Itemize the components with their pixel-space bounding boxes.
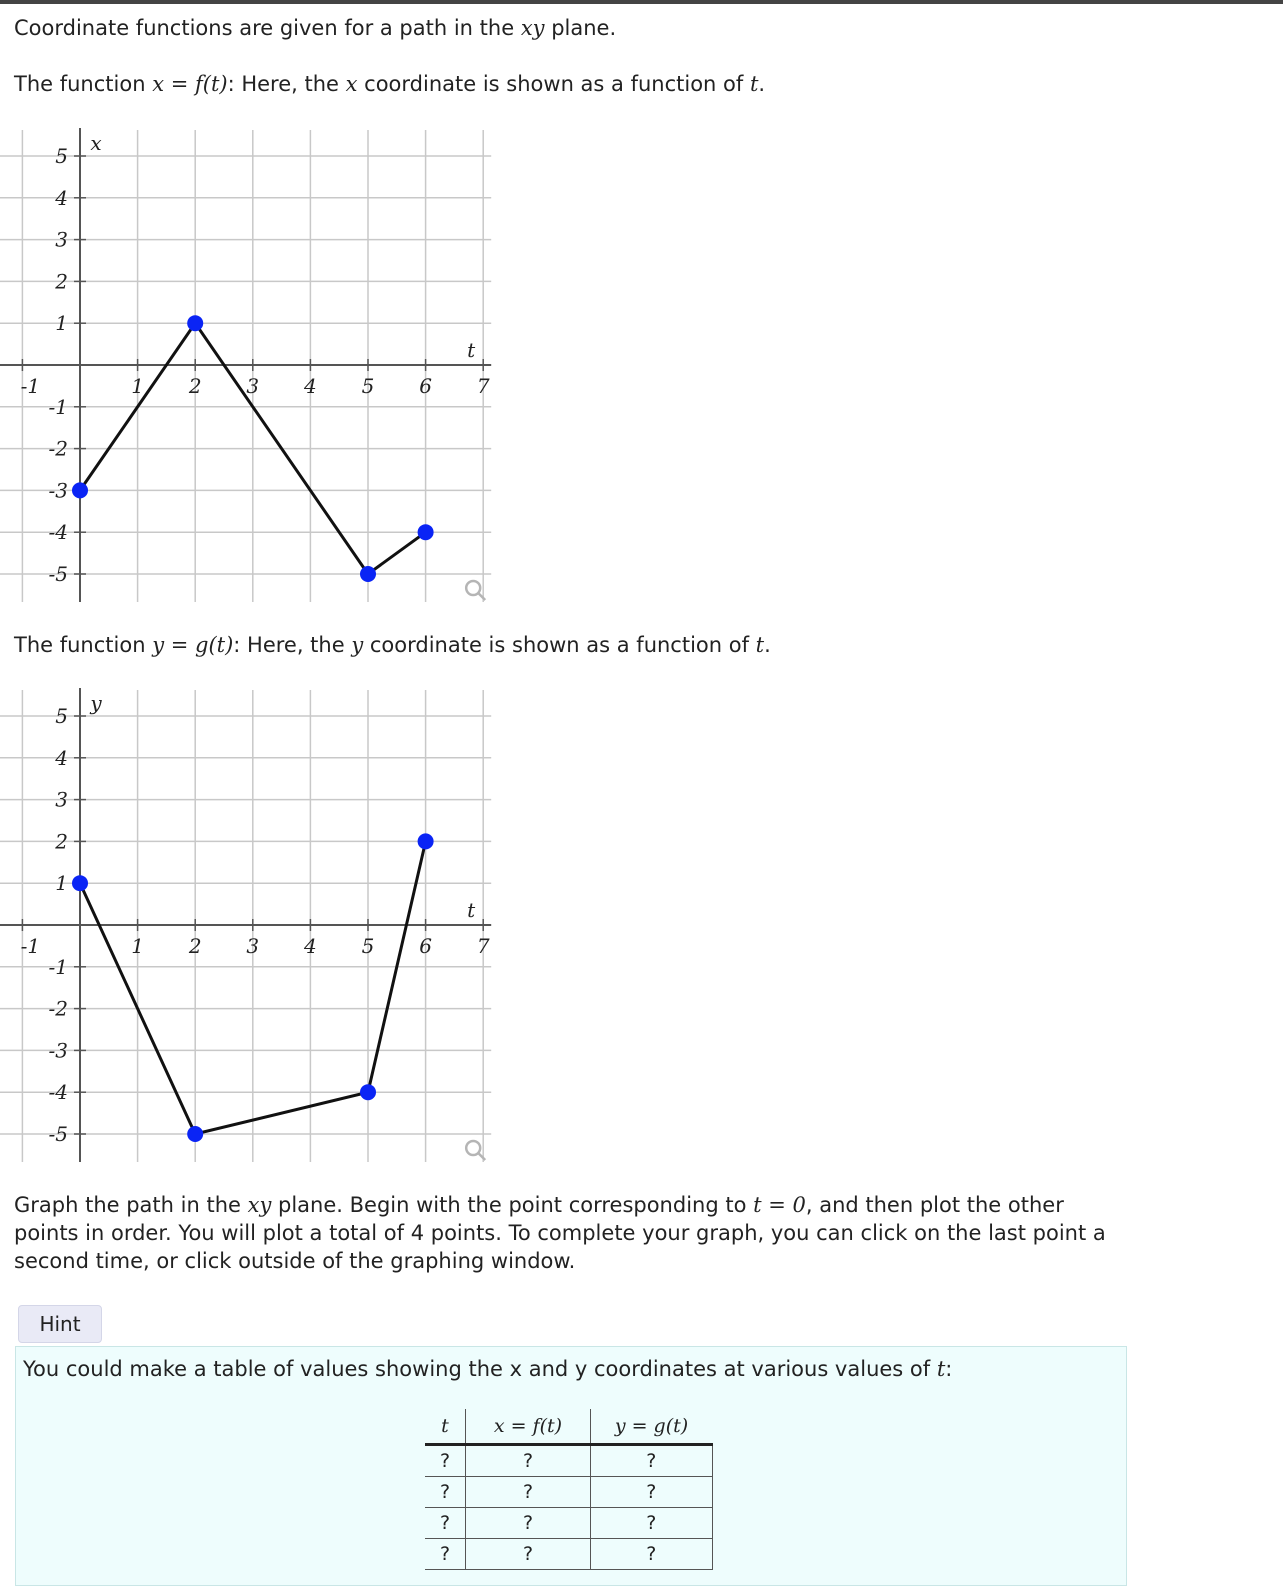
data-point [187, 315, 203, 331]
y-function-label: The function y = g(t): Here, the y coordinate is shown as a function of t. [14, 633, 771, 657]
table-cell: ? [591, 1539, 713, 1570]
y-tick-label: 3 [55, 227, 68, 252]
table-row [425, 1445, 712, 1477]
x-tick-label: 1 [131, 374, 144, 398]
y-tick-label: 1 [55, 871, 68, 896]
x-tick-label: -1 [20, 374, 41, 398]
zoom-icon [466, 1141, 485, 1160]
hint-button[interactable]: Hint [18, 1305, 102, 1343]
y-axis-label: y [90, 691, 102, 715]
x-tick-label: 6 [419, 374, 432, 398]
x-axis-label: t [467, 898, 476, 922]
y-tick-label: -4 [48, 1080, 68, 1105]
hint-panel [15, 1346, 1127, 1586]
x-tick-label: 7 [476, 934, 490, 958]
top-bar [0, 0, 1283, 4]
y-tick-label: -1 [48, 954, 68, 979]
table-cell: ? [466, 1445, 591, 1477]
x-tick-label: 6 [419, 934, 432, 958]
table-cell: ? [466, 1477, 591, 1508]
data-point [418, 833, 434, 849]
table-cell: ? [425, 1539, 466, 1570]
y-tick-label: -2 [48, 996, 68, 1021]
y-tick-label: -3 [48, 1038, 68, 1063]
x-tick-label: -1 [20, 934, 41, 958]
y-tick-label: 3 [55, 787, 68, 812]
table-header-x: x = f(t) [466, 1409, 591, 1445]
data-point [418, 524, 434, 540]
x-axis-label: t [467, 338, 476, 362]
table-cell: ? [425, 1477, 466, 1508]
data-point [187, 1126, 203, 1142]
data-point [360, 1084, 376, 1100]
x-tick-label: 7 [476, 374, 490, 398]
table-cell: ? [425, 1445, 466, 1477]
data-point [72, 875, 88, 891]
x-tick-label: 4 [304, 374, 317, 398]
instructions-text: Graph the path in the xy plane. Begin with the point corresponding to t = 0, and then plot the other points in order. You will plot a total of 4 points. To complete your graph, you can click on the last point a second time, or click outside of the graphing window. [14, 1193, 1106, 1273]
y-tick-label: 4 [55, 185, 68, 210]
y-tick-label: -3 [48, 478, 68, 503]
y-of-t-graph[interactable] [0, 680, 500, 1170]
y-tick-label: -5 [48, 1122, 68, 1146]
zoom-icon-handle [478, 1153, 485, 1160]
data-point [72, 482, 88, 498]
y-tick-label: 5 [55, 144, 68, 168]
y-tick-label: 5 [55, 704, 68, 728]
y-tick-label: 1 [55, 311, 68, 336]
y-tick-label: -2 [48, 436, 68, 461]
hint-text: You could make a table of values showing the x and y coordinates at various values of t: [23, 1357, 953, 1381]
y-tick-label: 2 [55, 829, 68, 854]
zoom-icon-lens [466, 1141, 480, 1155]
table-cell: ? [591, 1445, 713, 1477]
y-tick-label: -1 [48, 394, 68, 419]
y-tick-label: -4 [48, 520, 68, 545]
table-cell: ? [466, 1539, 591, 1570]
table-cell: ? [591, 1477, 713, 1508]
x-tick-label: 5 [361, 374, 375, 398]
table-row [425, 1477, 712, 1508]
table-cell: ? [591, 1508, 713, 1539]
x-tick-label: 2 [188, 934, 202, 958]
x-tick-label: 3 [246, 934, 260, 958]
x-function-label: The function x = f(t): Here, the x coordinate is shown as a function of t. [14, 72, 766, 96]
y-tick-label: 4 [55, 745, 68, 770]
zoom-icon-lens [466, 581, 480, 595]
table-header-y: y = g(t) [591, 1409, 713, 1445]
x-tick-label: 2 [188, 374, 202, 398]
x-tick-label: 5 [361, 934, 375, 958]
data-point [360, 566, 376, 582]
intro-text: Coordinate functions are given for a path in the xy plane. [14, 16, 617, 40]
x-of-t-graph[interactable] [0, 120, 500, 610]
x-tick-label: 1 [131, 934, 144, 958]
zoom-icon [466, 581, 485, 600]
x-tick-label: 4 [304, 934, 317, 958]
x-tick-label: 3 [246, 374, 260, 398]
table-cell: ? [466, 1508, 591, 1539]
y-tick-label: 2 [55, 269, 68, 294]
table-cell: ? [425, 1508, 466, 1539]
table-row [425, 1508, 712, 1539]
y-tick-label: -5 [48, 562, 68, 586]
table-header-row [425, 1409, 712, 1445]
table-header-t: t [425, 1409, 466, 1445]
zoom-icon-handle [478, 593, 485, 600]
table-row [425, 1539, 712, 1570]
values-table [425, 1409, 713, 1570]
y-axis-label: x [90, 131, 102, 155]
